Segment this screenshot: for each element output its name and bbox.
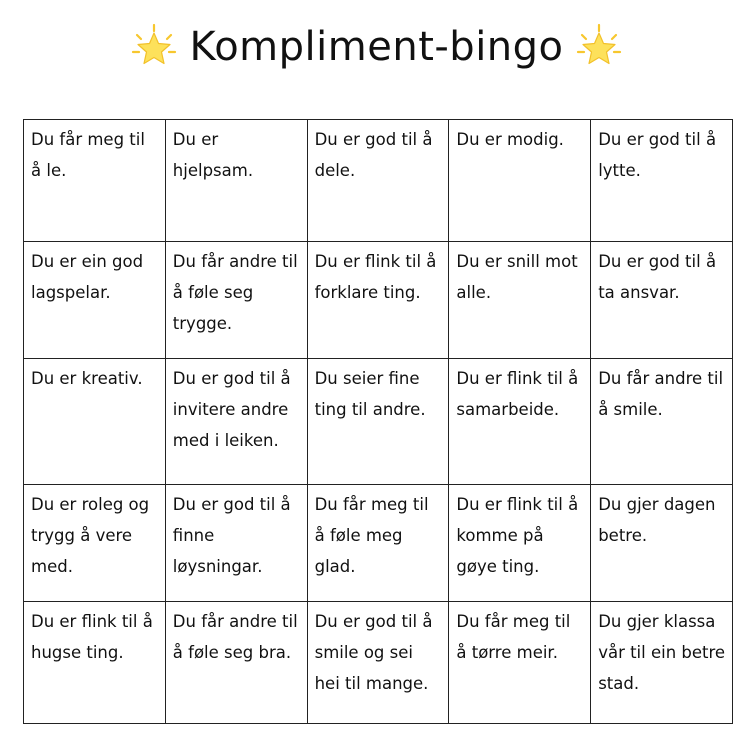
bingo-cell[interactable]: Du er flink til å komme på gøye ting. bbox=[449, 485, 591, 602]
bingo-cell[interactable]: Du er god til å finne løysningar. bbox=[165, 485, 307, 602]
bingo-cell[interactable]: Du er roleg og trygg å vere med. bbox=[24, 485, 166, 602]
bingo-cell[interactable]: Du får andre til å føle seg trygge. bbox=[165, 242, 307, 359]
bingo-grid bbox=[23, 119, 733, 724]
bingo-row bbox=[24, 485, 733, 602]
bingo-cell[interactable]: Du gjer dagen betre. bbox=[591, 485, 733, 602]
bingo-cell[interactable]: Du seier fine ting til andre. bbox=[307, 359, 449, 485]
title-row bbox=[0, 12, 753, 82]
bingo-cell[interactable]: Du er god til å lytte. bbox=[591, 120, 733, 242]
bingo-cell[interactable]: Du er god til å dele. bbox=[307, 120, 449, 242]
sparkle-star-icon bbox=[574, 22, 624, 72]
bingo-cell[interactable]: Du får meg til å tørre meir. bbox=[449, 602, 591, 724]
sparkle-star-icon bbox=[129, 22, 179, 72]
bingo-row bbox=[24, 602, 733, 724]
bingo-cell[interactable]: Du gjer klassa vår til ein betre stad. bbox=[591, 602, 733, 724]
bingo-cell[interactable]: Du får andre til å føle seg bra. bbox=[165, 602, 307, 724]
bingo-cell[interactable]: Du er god til å ta ansvar. bbox=[591, 242, 733, 359]
bingo-cell[interactable]: Du får andre til å smile. bbox=[591, 359, 733, 485]
bingo-cell[interactable]: Du er god til å smile og sei hei til mange. bbox=[307, 602, 449, 724]
bingo-cell[interactable]: Du er ein god lagspelar. bbox=[24, 242, 166, 359]
bingo-cell[interactable]: Du er god til å invitere andre med i leiken. bbox=[165, 359, 307, 485]
bingo-cell[interactable]: Du er flink til å forklare ting. bbox=[307, 242, 449, 359]
bingo-cell[interactable]: Du er snill mot alle. bbox=[449, 242, 591, 359]
bingo-cell[interactable]: Du er flink til å samarbeide. bbox=[449, 359, 591, 485]
bingo-cell[interactable]: Du får meg til å føle meg glad. bbox=[307, 485, 449, 602]
bingo-row bbox=[24, 359, 733, 485]
bingo-row bbox=[24, 242, 733, 359]
bingo-cell[interactable]: Du er modig. bbox=[449, 120, 591, 242]
bingo-cell[interactable]: Du er flink til å hugse ting. bbox=[24, 602, 166, 724]
bingo-cell[interactable]: Du er kreativ. bbox=[24, 359, 166, 485]
bingo-cell[interactable]: Du får meg til å le. bbox=[24, 120, 166, 242]
page-title: Kompliment-bingo bbox=[189, 24, 564, 70]
bingo-cell[interactable]: Du er hjelpsam. bbox=[165, 120, 307, 242]
bingo-row bbox=[24, 120, 733, 242]
